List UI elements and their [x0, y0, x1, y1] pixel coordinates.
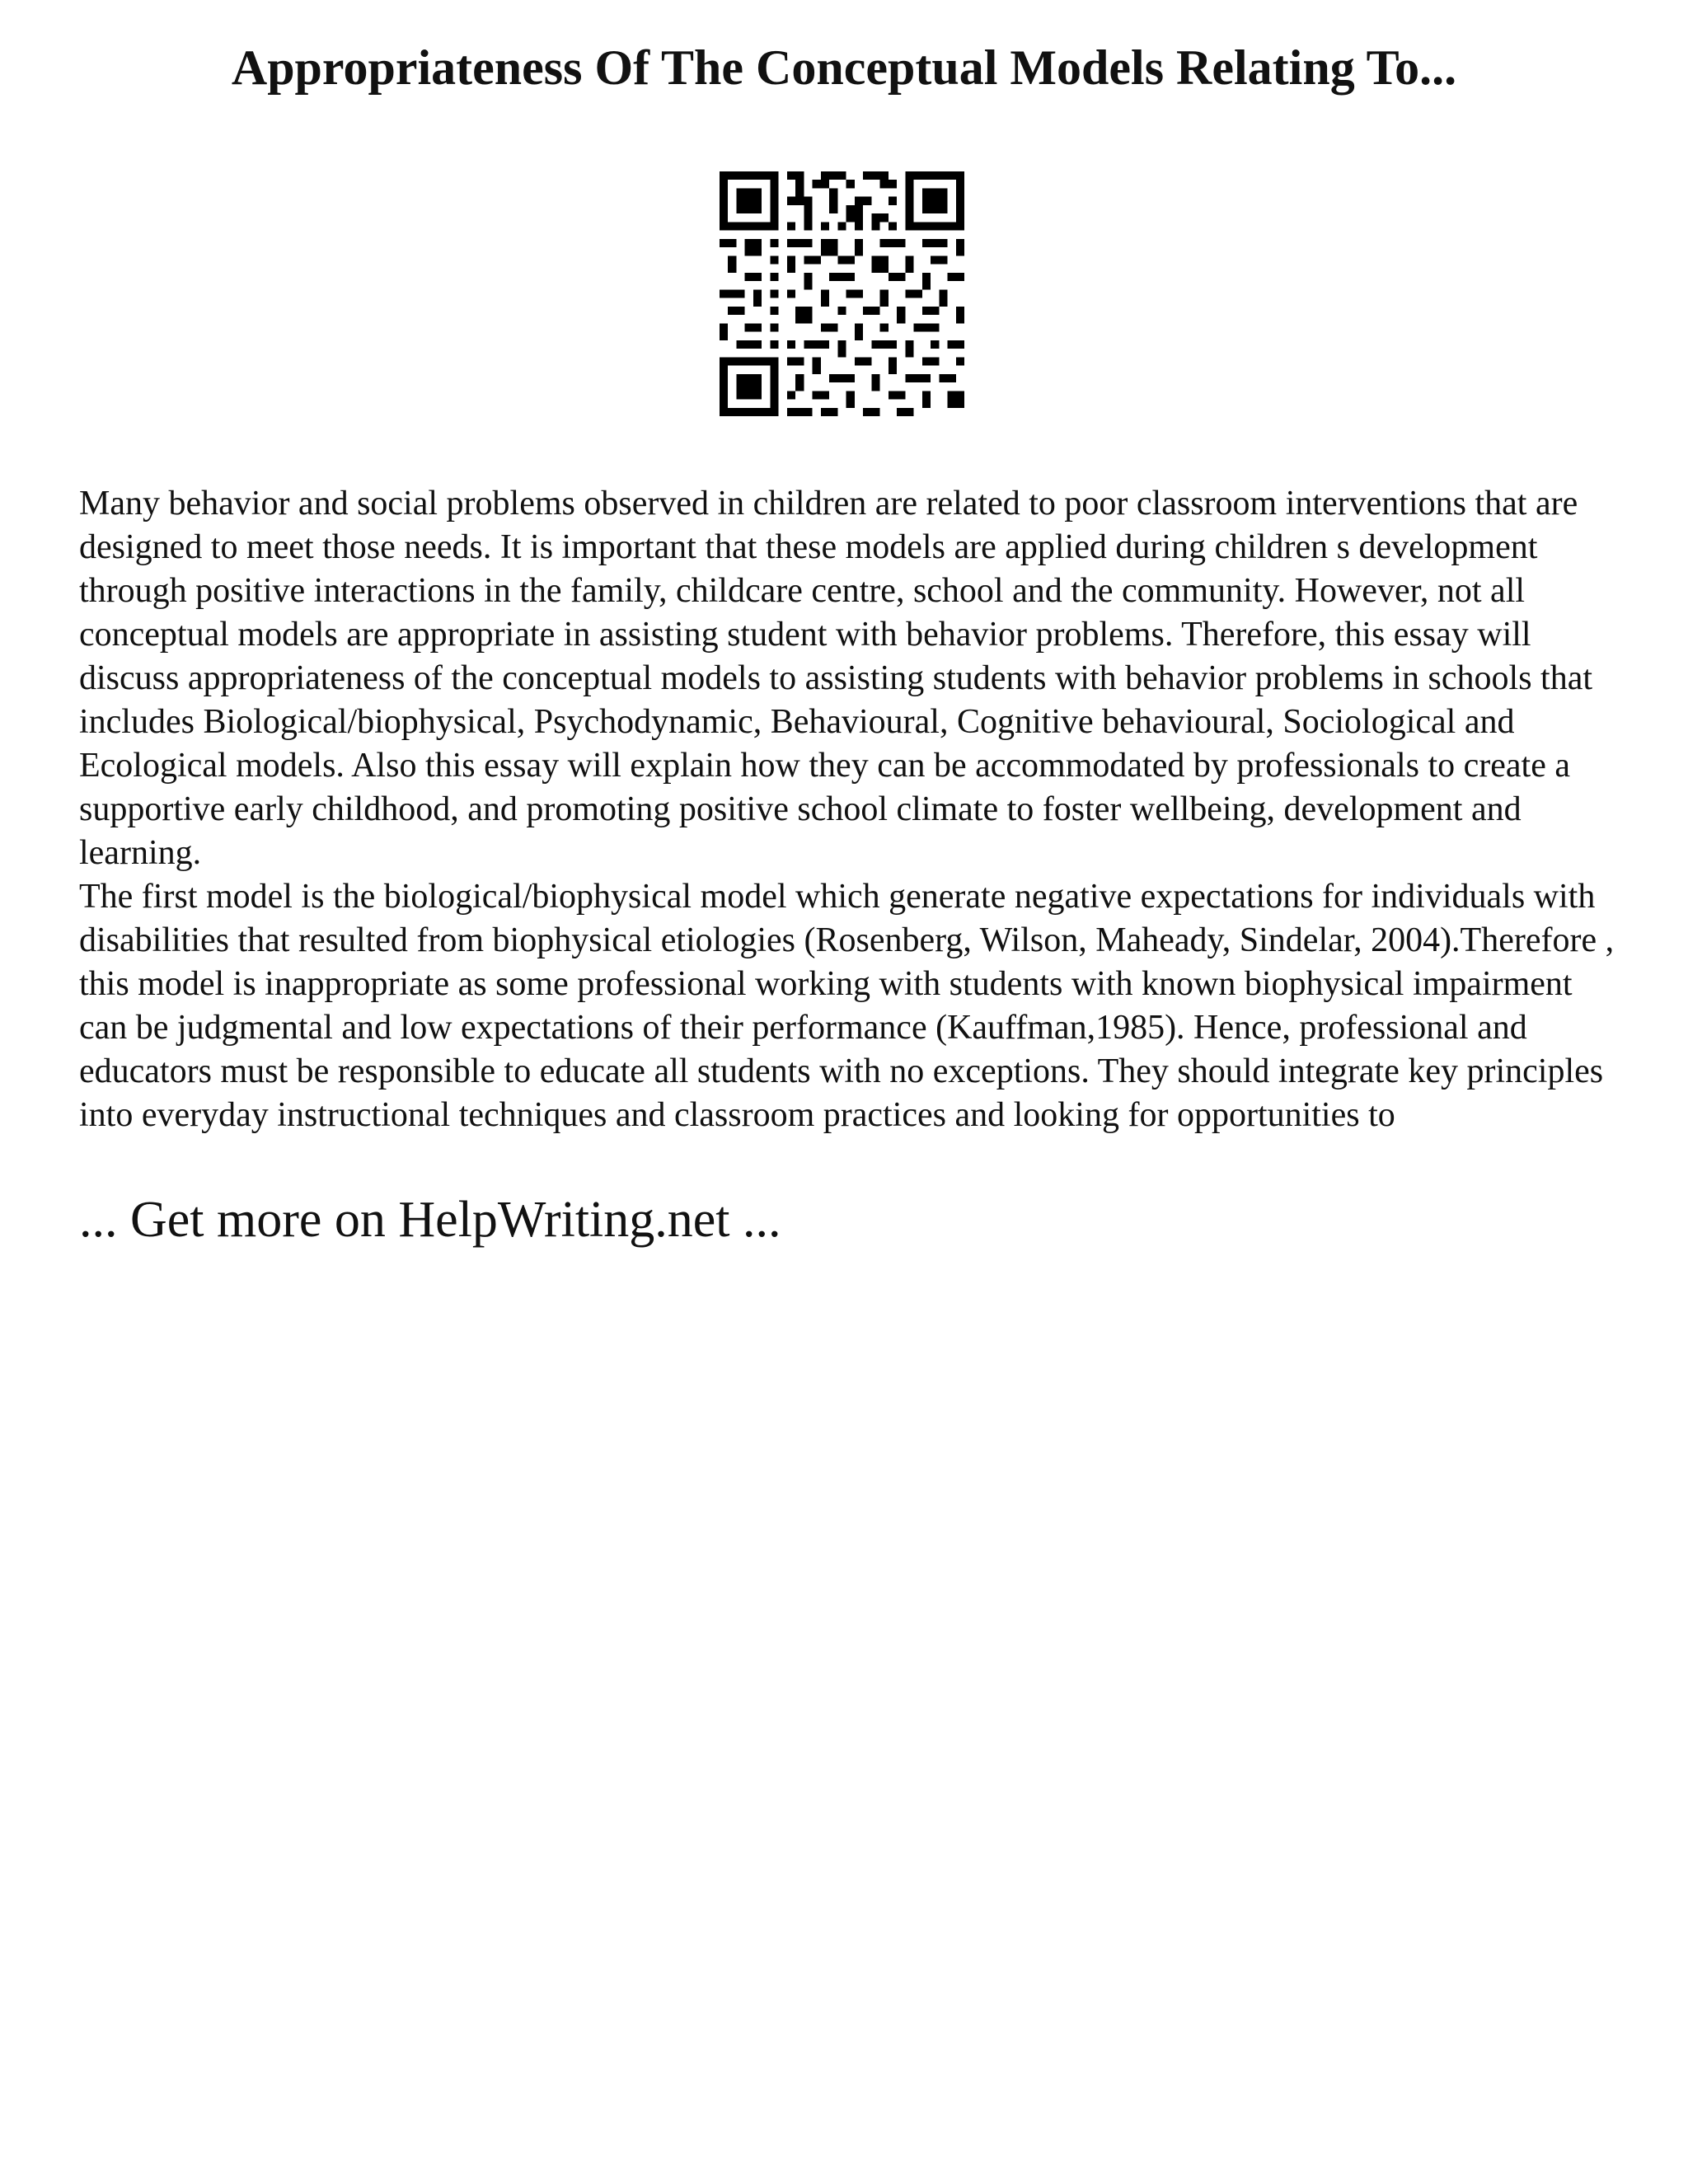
paragraph-biological-model: The first model is the biological/biophysical model which generate negative expectations for individuals with disabilities that resulted from biophysical etiologies (Rosenberg, Wilson, Maheady, Sindelar, 2004).Therefore , this model is inappropriate as some professional working with students with known biophysical impairment can be judgmental and low expectations of their performance (Kauffman,1985). Hence, professional and educators must be responsible to educate all students with no exceptions. They should integrate key principles into everyday instructional techniques and classroom practices and looking for opportunities to	[79, 878, 1615, 1134]
essay-body	[79, 482, 1625, 1137]
qr-code-icon	[720, 171, 964, 416]
paragraph-intro: Many behavior and social problems observed in children are related to poor classroom interventions that are designed to meet those needs. It is important that these models are applied during children s development through positive interactions in the family, childcare centre, school and the community. However, not all conceptual models are appropriate in assisting student with behavior problems. Therefore, this essay will discuss appropriateness of the conceptual models to assisting students with behavior problems in schools that includes Biological/biophysical, Psychodynamic, Behavioural, Cognitive behavioural, Sociological and Ecological models. Also this essay will explain how they can be accommodated by professionals to create a supportive early childhood, and promoting positive school climate to foster wellbeing, development and learning.	[79, 485, 1593, 872]
page-title: Appropriateness Of The Conceptual Models Relating To...	[231, 40, 1457, 95]
get-more-link[interactable]: ... Get more on HelpWriting.net ...	[79, 1192, 781, 1248]
